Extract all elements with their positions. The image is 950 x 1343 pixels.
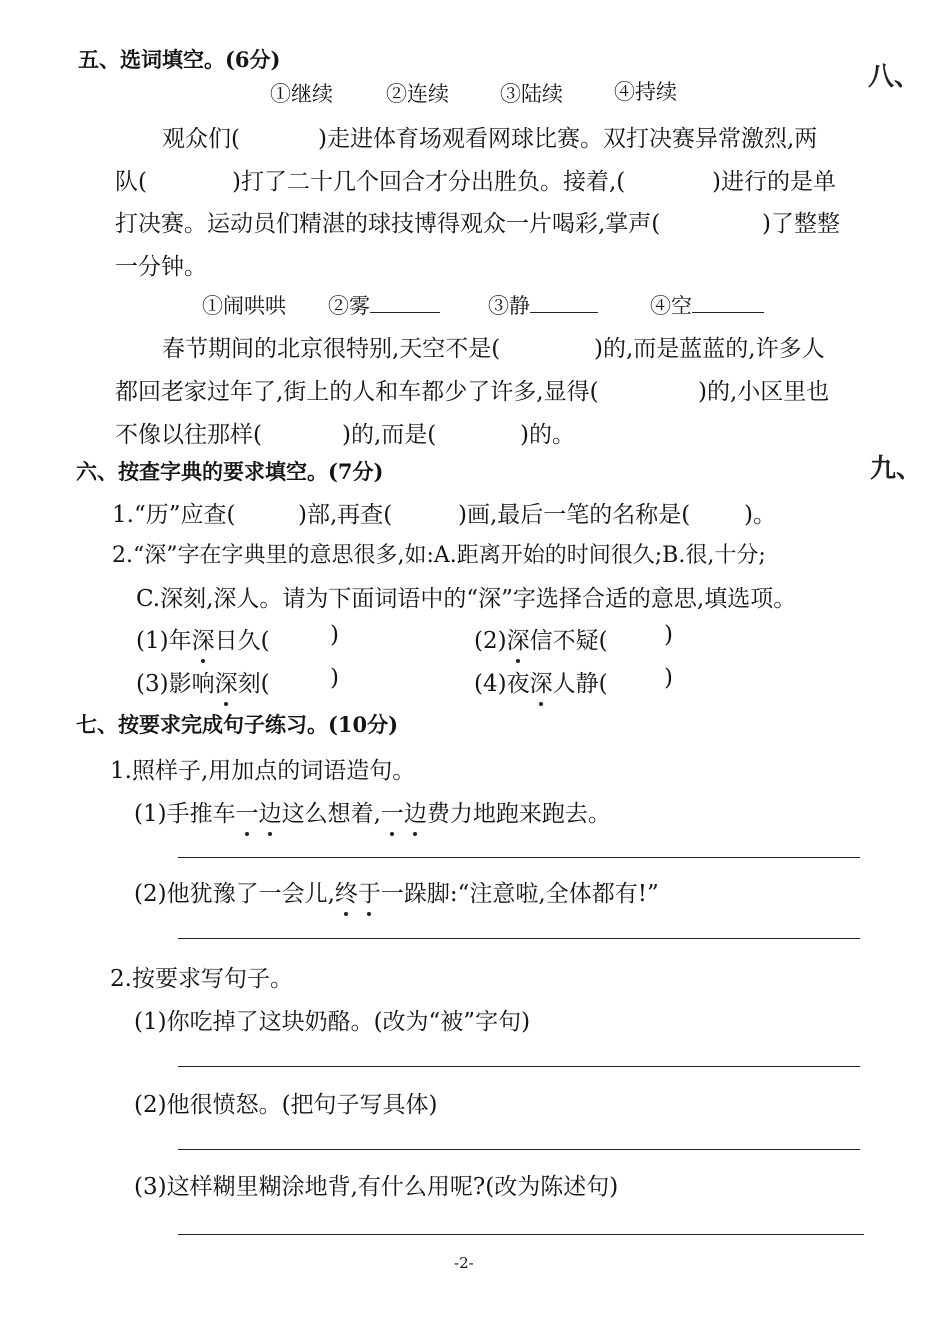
s6-item-1-close: ) bbox=[330, 622, 339, 648]
blank-line bbox=[692, 292, 764, 313]
s6-item-3-close: ) bbox=[330, 665, 339, 691]
margin-mark-eight: 八、 bbox=[868, 62, 921, 92]
s7-q2-1: (1)你吃掉了这块奶酪。(改为“被”字句) bbox=[134, 1009, 531, 1035]
option2-2: ②雾 bbox=[328, 290, 440, 320]
option2-1: ①闹哄哄 bbox=[202, 294, 286, 318]
option2-3: ③静 bbox=[488, 290, 598, 320]
answer-line bbox=[178, 938, 860, 939]
section6-title: 六、按查字典的要求填空。(7分) bbox=[76, 459, 384, 484]
s6-q1-b: )部,再查( bbox=[298, 502, 393, 528]
p1-line4: 一分钟。 bbox=[115, 254, 207, 280]
p1-line2-b: )打了二十几个回合才分出胜负。接着,( bbox=[232, 169, 626, 195]
s6-item-2: (2)深信不疑( bbox=[474, 622, 608, 655]
s6-q1-c: )画,最后一笔的名称是( bbox=[458, 502, 691, 528]
s6-q2-line2: C.深刻,深人。请为下面词语中的“深”字选择合适的意思,填选项。 bbox=[136, 586, 797, 612]
p1-line3-a: 打决赛。运动员们精湛的球技博得观众一片喝彩,掌声( bbox=[115, 211, 661, 237]
s7-q1-2: (2)他犹豫了一会儿,终于一跺脚:“注意啦,全体都有!” bbox=[134, 875, 659, 908]
p2-line3-c: )的。 bbox=[520, 422, 575, 448]
s6-q2-line1: 2.“深”字在字典里的意思很多,如:A.距离开始的时间很久;B.很,十分; bbox=[112, 543, 766, 568]
s7-q1-1: (1)手推车一边这么想着,一边费力地跑来跑去。 bbox=[134, 795, 611, 828]
option-2: ②连续 bbox=[386, 82, 449, 106]
s6-q1-d: )。 bbox=[744, 502, 776, 528]
s6-item-2-close: ) bbox=[664, 622, 673, 648]
p2-line2-a: 都回老家过年了,街上的人和车都少了许多,显得( bbox=[115, 379, 599, 405]
p2-line3-a: 不像以往那样( bbox=[115, 422, 262, 448]
answer-line bbox=[178, 1149, 860, 1150]
p1-line3-b: )了整整 bbox=[762, 211, 840, 237]
s6-item-4-close: ) bbox=[664, 665, 673, 691]
p2-line2-b: )的,小区里也 bbox=[698, 379, 830, 405]
section7-title: 七、按要求完成句子练习。(10分) bbox=[76, 712, 399, 737]
answer-line bbox=[178, 1234, 864, 1235]
p1-line1-b: )走进体育场观看网球比赛。双打决赛异常激烈,两 bbox=[318, 126, 818, 152]
s7-q2-3: (3)这样糊里糊涂地背,有什么用呢?(改为陈述句) bbox=[134, 1174, 619, 1200]
section5-title: 五、选词填空。(6分) bbox=[78, 47, 281, 72]
answer-line bbox=[178, 857, 860, 858]
blank-line bbox=[530, 292, 598, 313]
s7-q2: 2.按要求写句子。 bbox=[110, 966, 293, 992]
page-number: -2- bbox=[454, 1254, 474, 1272]
p1-line2-c: )进行的是单 bbox=[712, 169, 836, 195]
answer-line bbox=[178, 1066, 860, 1067]
option-1: ①继续 bbox=[270, 82, 333, 106]
s6-q1-a: 1.“历”应查( bbox=[112, 502, 236, 528]
s6-item-1: (1)年深日久( bbox=[136, 622, 270, 655]
p1-line2-a: 队( bbox=[115, 169, 147, 195]
p2-line3-b: )的,而是( bbox=[342, 422, 437, 448]
s7-q1: 1.照样子,用加点的词语造句。 bbox=[110, 758, 416, 784]
p2-line1-b: )的,而是蓝蓝的,许多人 bbox=[594, 336, 825, 362]
p1-line1-a: 观众们( bbox=[162, 126, 240, 152]
s6-item-4: (4)夜深人静( bbox=[474, 665, 608, 698]
blank-line bbox=[370, 292, 440, 313]
s6-item-3: (3)影响深刻( bbox=[136, 665, 270, 698]
s7-q2-2: (2)他很愤怒。(把句子写具体) bbox=[134, 1092, 438, 1118]
option-4: ④持续 bbox=[614, 80, 677, 104]
option2-4: ④空 bbox=[650, 290, 764, 320]
p2-line1-a: 春节期间的北京很特别,天空不是( bbox=[162, 336, 501, 362]
option-3: ③陆续 bbox=[500, 82, 563, 106]
margin-mark-nine: 九、 bbox=[870, 454, 923, 484]
